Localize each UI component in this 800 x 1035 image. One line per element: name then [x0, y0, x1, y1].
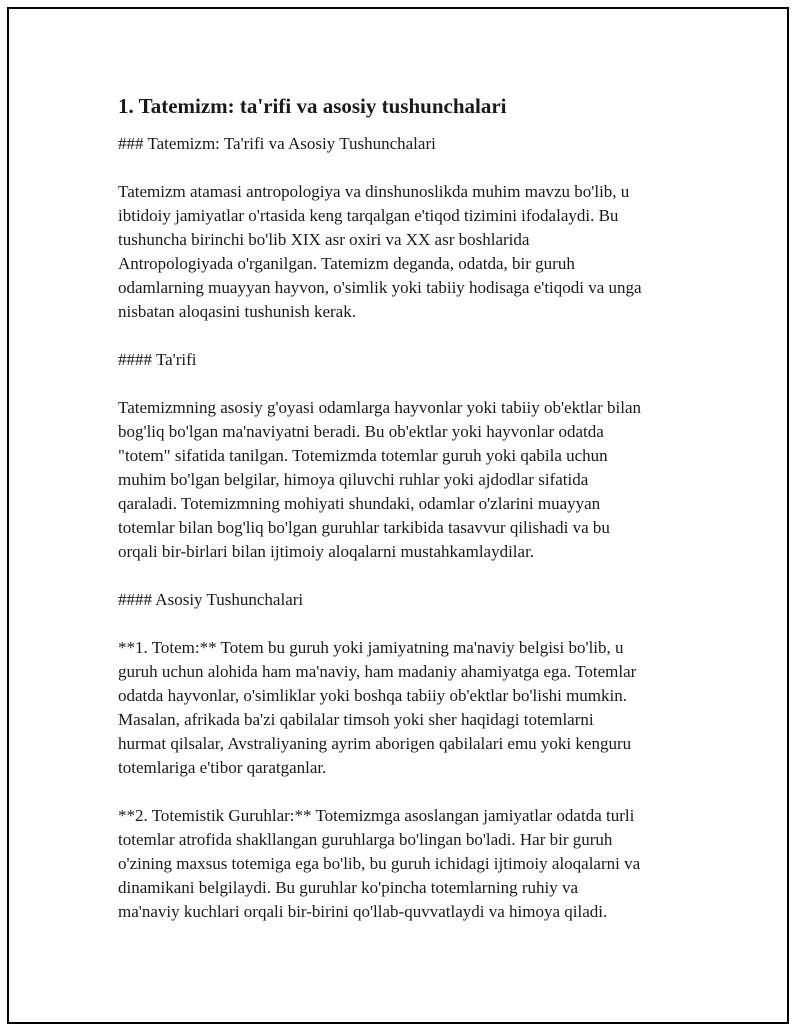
paragraph-line: "totem" sifatida tanilgan. Totemizmda totemlar guruh yoki qabila uchun: [118, 446, 608, 465]
paragraph-line: totemlariga e'tibor qaratganlar.: [118, 758, 327, 777]
paragraph-line: odatda hayvonlar, o'simliklar yoki boshqa tabiiy ob'ektlar bo'lishi mumkin.: [118, 686, 627, 705]
paragraph-line: hurmat qilsalar, Avstraliyaning ayrim aborigen qabilalari emu yoki kenguru: [118, 734, 632, 753]
paragraph-line: odamlarning muayyan hayvon, o'simlik yoki tabiiy hodisaga e'tiqodi va unga: [118, 278, 642, 297]
paragraph-line: **2. Totemistik Guruhlar:** Totemizmga asoslangan jamiyatlar odatda turli: [118, 806, 635, 825]
paragraph-line: Antropologiyada o'rganilgan. Tatemizm deganda, odatda, bir guruh: [118, 254, 575, 273]
paragraph-line: nisbatan aloqasini tushunish kerak.: [118, 302, 356, 321]
paragraph-line: o'zining maxsus totemiga ega bo'lib, bu guruh ichidagi ijtimoiy aloqalarni va: [118, 854, 641, 873]
section-heading-main: ### Tatemizm: Ta'rifi va Asosiy Tushunchalari: [118, 134, 436, 153]
paragraph-line: totemlar atrofida shakllangan guruhlarga bo'lingan bo'ladi. Har bir guruh: [118, 830, 613, 849]
paragraph-line: Masalan, afrikada ba'zi qabilalar timsoh yoki sher haqidagi totemlarni: [118, 710, 594, 729]
section-heading-definition: #### Ta'rifi: [118, 350, 197, 369]
paragraph-line: Tatemizm atamasi antropologiya va dinshunoslikda muhim mavzu bo'lib, u: [118, 182, 630, 201]
paragraph-line: bog'liq bo'lgan ma'naviyatni beradi. Bu ob'ektlar yoki hayvonlar odatda: [118, 422, 604, 441]
paragraph-line: tushuncha birinchi bo'lib XIX asr oxiri va XX asr boshlarida: [118, 230, 530, 249]
paragraph-line: **1. Totem:** Totem bu guruh yoki jamiyatning ma'naviy belgisi bo'lib, u: [118, 638, 624, 657]
definition-paragraph: [118, 396, 698, 564]
paragraph-line: guruh uchun alohida ham ma'naviy, ham madaniy ahamiyatga ega. Totemlar: [118, 662, 637, 681]
concept-1-paragraph: [118, 636, 698, 780]
paragraph-line: Tatemizmning asosiy g'oyasi odamlarga hayvonlar yoki tabiiy ob'ektlar bilan: [118, 398, 641, 417]
document-title: 1. Tatemizm: ta'rifi va asosiy tushunchalari: [118, 94, 507, 118]
paragraph-line: orqali bir-birlari bilan ijtimoiy aloqalarni mustahkamlaydilar.: [118, 542, 535, 561]
paragraph-line: qaraladi. Totemizmning mohiyati shundaki, odamlar o'zlarini muayyan: [118, 494, 601, 513]
paragraph-line: totemlar bilan bog'liq bo'lgan guruhlar tarkibida tasavvur qilishadi va bu: [118, 518, 610, 537]
paragraph-line: muhim bo'lgan belgilar, himoya qiluvchi ruhlar yoki ajdodlar sifatida: [118, 470, 589, 489]
paragraph-line: ma'naviy kuchlari orqali bir-birini qo'llab-quvvatlaydi va himoya qiladi.: [118, 902, 608, 921]
concept-2-paragraph: [118, 804, 698, 924]
paragraph-line: ibtidoiy jamiyatlar o'rtasida keng tarqalgan e'tiqod tizimini ifodalaydi. Bu: [118, 206, 619, 225]
section-heading-concepts: #### Asosiy Tushunchalari: [118, 590, 304, 609]
paragraph-line: dinamikani belgilaydi. Bu guruhlar ko'pincha totemlarning ruhiy va: [118, 878, 579, 897]
intro-paragraph: [118, 180, 698, 324]
document-body: [118, 93, 698, 924]
